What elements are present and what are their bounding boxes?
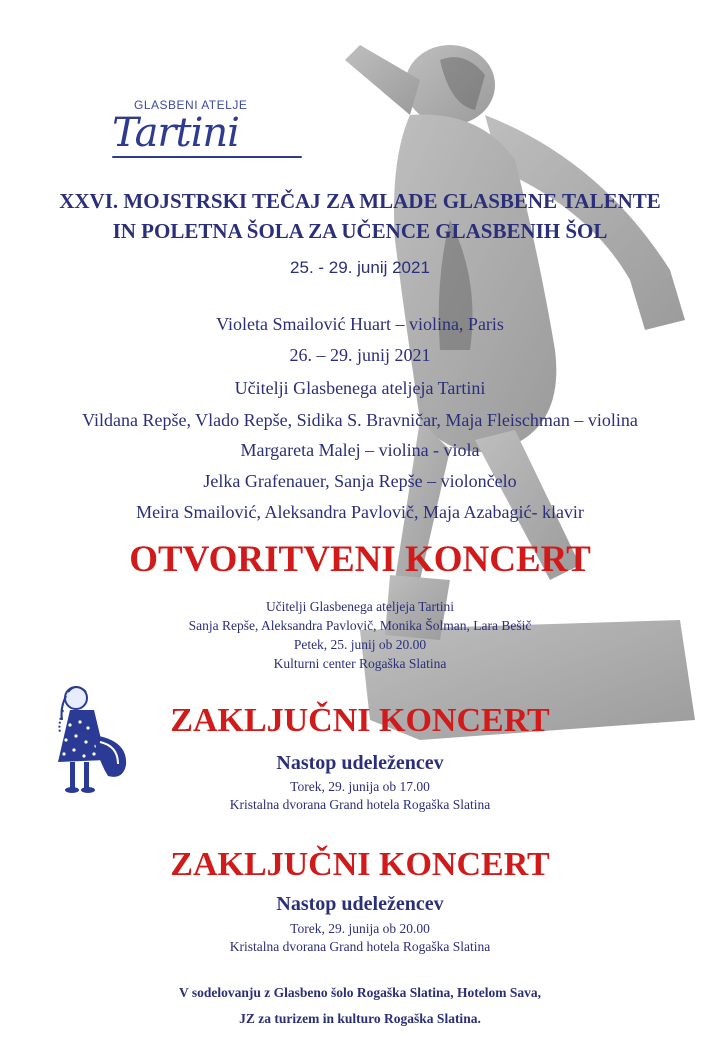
closing-info-line: Kristalna dvorana Grand hotela Rogaška Slatina bbox=[229, 939, 491, 954]
closing-concert-heading-1: ZAKLJUČNI KONCERT bbox=[170, 702, 550, 739]
closing-concert-heading-2: ZAKLJUČNI KONCERT bbox=[170, 846, 550, 883]
closing-sub-2: Nastop udeležencev bbox=[276, 893, 444, 915]
closing-sub-1: Nastop udeležencev bbox=[276, 752, 444, 774]
tartini-logo bbox=[112, 98, 302, 168]
opening-info-line: Učitelji Glasbenega ateljeja Tartini bbox=[265, 599, 455, 614]
opening-info-line: Sanja Repše, Aleksandra Pavlovič, Monika Šolman, Lara Bešič bbox=[188, 618, 532, 633]
logo-script-text: Tartini bbox=[112, 110, 239, 156]
course-dates: 25. - 29. junij 2021 bbox=[290, 258, 430, 277]
logo-underline bbox=[112, 156, 302, 158]
opening-info-line: Kulturni center Rogaška Slatina bbox=[273, 656, 447, 671]
footer-line1: V sodelovanju z Glasbeno šolo Rogaška Slatina, Hotelom Sava, bbox=[178, 985, 542, 1000]
teacher-line: Meira Smailović, Aleksandra Pavlovič, Maja Azabagić- klavir bbox=[136, 502, 584, 522]
closing-info-line: Kristalna dvorana Grand hotela Rogaška Slatina bbox=[229, 797, 491, 812]
teacher-line: Vildana Repše, Vlado Repše, Sidika S. Bravničar, Maja Fleischman – violina bbox=[82, 410, 638, 430]
logo-small-text: GLASBENI ATELJE bbox=[134, 98, 248, 112]
closing-info-line: Torek, 29. junija ob 20.00 bbox=[290, 921, 430, 936]
course-title-line2: IN POLETNA ŠOLA ZA UČENCE GLASBENIH ŠOL bbox=[112, 219, 608, 243]
footer-line2: JZ za turizem in kulturo Rogaška Slatina. bbox=[239, 1011, 481, 1026]
teacher-line: Margareta Malej – violina - viola bbox=[240, 440, 480, 460]
teacher-line: 26. – 29. junij 2021 bbox=[289, 345, 431, 365]
teacher-line: Jelka Grafenauer, Sanja Repše – violončelo bbox=[203, 471, 517, 491]
course-title-line1: XXVI. MOJSTRSKI TEČAJ ZA MLADE GLASBENE TALENTE bbox=[59, 189, 661, 213]
opening-info-line: Petek, 25. junij ob 20.00 bbox=[293, 637, 427, 652]
teacher-line: Violeta Smailović Huart – violina, Paris bbox=[216, 314, 504, 334]
opening-concert-heading: OTVORITVENI KONCERT bbox=[129, 539, 591, 580]
teacher-line: Učitelji Glasbenega ateljeja Tartini bbox=[234, 378, 486, 398]
closing-info-line: Torek, 29. junija ob 17.00 bbox=[290, 779, 430, 794]
